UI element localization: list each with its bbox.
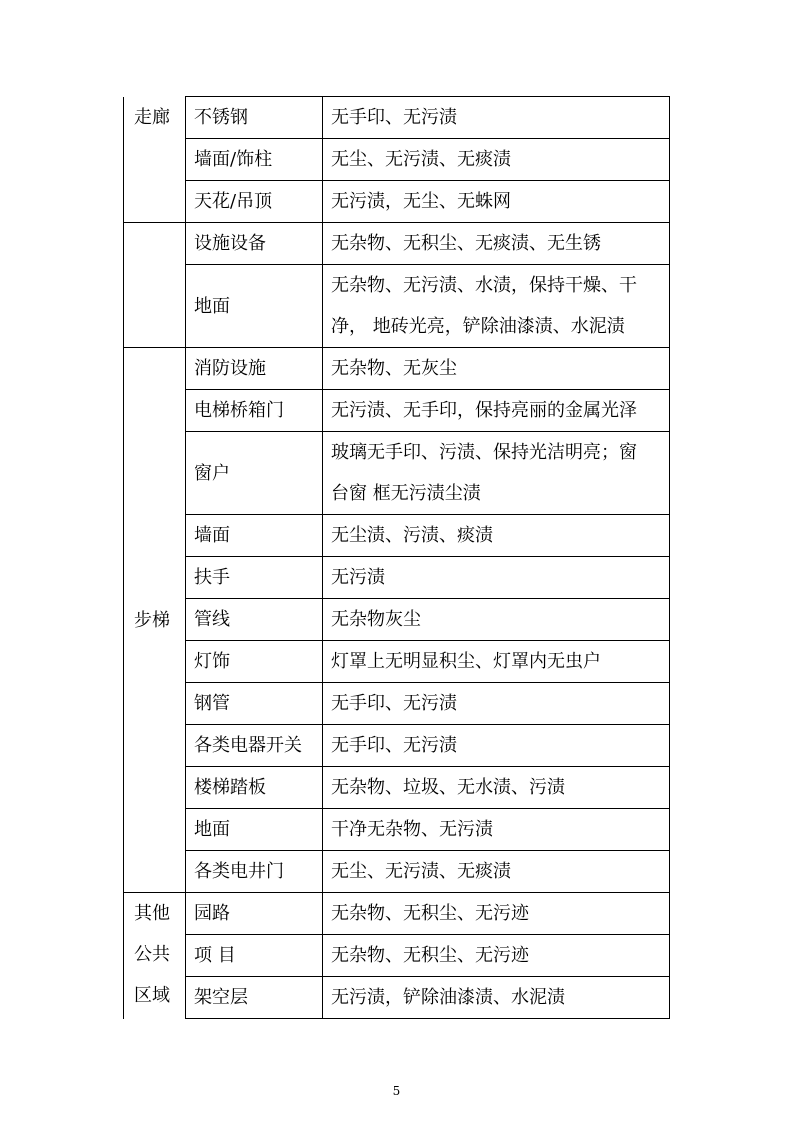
standard-cell: 无杂物、垃圾、无水渍、污渍 [323, 767, 670, 809]
table-body [124, 97, 670, 1019]
table-row [124, 809, 670, 851]
table-row [124, 265, 670, 348]
item-cell: 地面 [186, 265, 323, 348]
item-cell: 天花/吊顶 [186, 181, 323, 223]
standard-cell: 无杂物、无积尘、无污迹 [323, 893, 670, 935]
area-label: 公共 [134, 944, 170, 965]
area-cell [124, 223, 186, 348]
item-cell: 架空层 [186, 977, 323, 1019]
table-row [124, 977, 670, 1019]
standard-cell: 无手印、无污渍 [323, 725, 670, 767]
area-label: 走廊 [134, 106, 170, 128]
standard-cell: 无尘、无污渍、无痰渍 [323, 851, 670, 893]
item-cell: 消防设施 [186, 348, 323, 390]
area-cell [124, 97, 186, 223]
area-label: 步梯 [134, 609, 170, 631]
standard-line: 台窗 框无污渍尘渍 [331, 483, 481, 504]
standard-line: 净， 地砖光亮，铲除油漆渍、水泥渍 [331, 316, 625, 337]
standard-cell: 无污渍 [323, 557, 670, 599]
item-cell: 地面 [186, 809, 323, 851]
standard-cell: 无手印、无污渍 [323, 683, 670, 725]
item-cell: 项 目 [186, 935, 323, 977]
item-cell: 墙面 [186, 515, 323, 557]
item-cell: 各类电器开关 [186, 725, 323, 767]
standard-cell: 无尘、无污渍、无痰渍 [323, 139, 670, 181]
table-row [124, 139, 670, 181]
standard-cell: 灯罩上无明显积尘、灯罩内无虫户 [323, 641, 670, 683]
standard-cell: 无杂物、无积尘、无污迹 [323, 935, 670, 977]
table-row [124, 97, 670, 139]
item-cell: 楼梯踏板 [186, 767, 323, 809]
table-row [124, 683, 670, 725]
standard-cell: 无手印、无污渍 [323, 97, 670, 139]
standard-cell: 无污渍、无手印，保持亮丽的金属光泽 [323, 390, 670, 432]
item-cell: 设施设备 [186, 223, 323, 265]
page-number: 5 [392, 1084, 401, 1098]
area-cell [124, 348, 186, 893]
table-row [124, 599, 670, 641]
standard-cell [323, 432, 670, 515]
standard-cell: 干净无杂物、无污渍 [323, 809, 670, 851]
standard-cell: 无杂物灰尘 [323, 599, 670, 641]
table-row [124, 432, 670, 515]
item-cell: 管线 [186, 599, 323, 641]
standard-cell: 无污渍，铲除油漆渍、水泥渍 [323, 977, 670, 1019]
cleaning-standards-table [123, 96, 670, 1019]
table-row [124, 390, 670, 432]
area-label: 区域 [134, 985, 170, 1006]
item-cell: 钢管 [186, 683, 323, 725]
standard-cell [323, 265, 670, 348]
table-row [124, 515, 670, 557]
item-cell: 灯饰 [186, 641, 323, 683]
item-cell: 电梯桥箱门 [186, 390, 323, 432]
table-row [124, 893, 670, 935]
item-cell: 墙面/饰柱 [186, 139, 323, 181]
table-row [124, 223, 670, 265]
standard-line: 无杂物、无污渍、水渍，保持干燥、干 [331, 275, 637, 296]
item-cell: 不锈钢 [186, 97, 323, 139]
standard-cell: 无杂物、无灰尘 [323, 348, 670, 390]
item-cell: 窗户 [186, 432, 323, 515]
standard-cell: 无污渍，无尘、无蛛网 [323, 181, 670, 223]
table-row [124, 935, 670, 977]
area-cell [124, 893, 186, 1019]
item-cell: 扶手 [186, 557, 323, 599]
standard-cell: 无尘渍、污渍、痰渍 [323, 515, 670, 557]
item-cell: 各类电井门 [186, 851, 323, 893]
table-row [124, 725, 670, 767]
table-row [124, 767, 670, 809]
table-row [124, 348, 670, 390]
item-cell: 园路 [186, 893, 323, 935]
table-row [124, 641, 670, 683]
area-label: 其他 [134, 903, 170, 924]
standard-cell: 无杂物、无积尘、无痰渍、无生锈 [323, 223, 670, 265]
standard-line: 玻璃无手印、污渍、保持光洁明亮；窗 [331, 442, 637, 463]
table-row [124, 557, 670, 599]
table-row [124, 851, 670, 893]
table-row [124, 181, 670, 223]
